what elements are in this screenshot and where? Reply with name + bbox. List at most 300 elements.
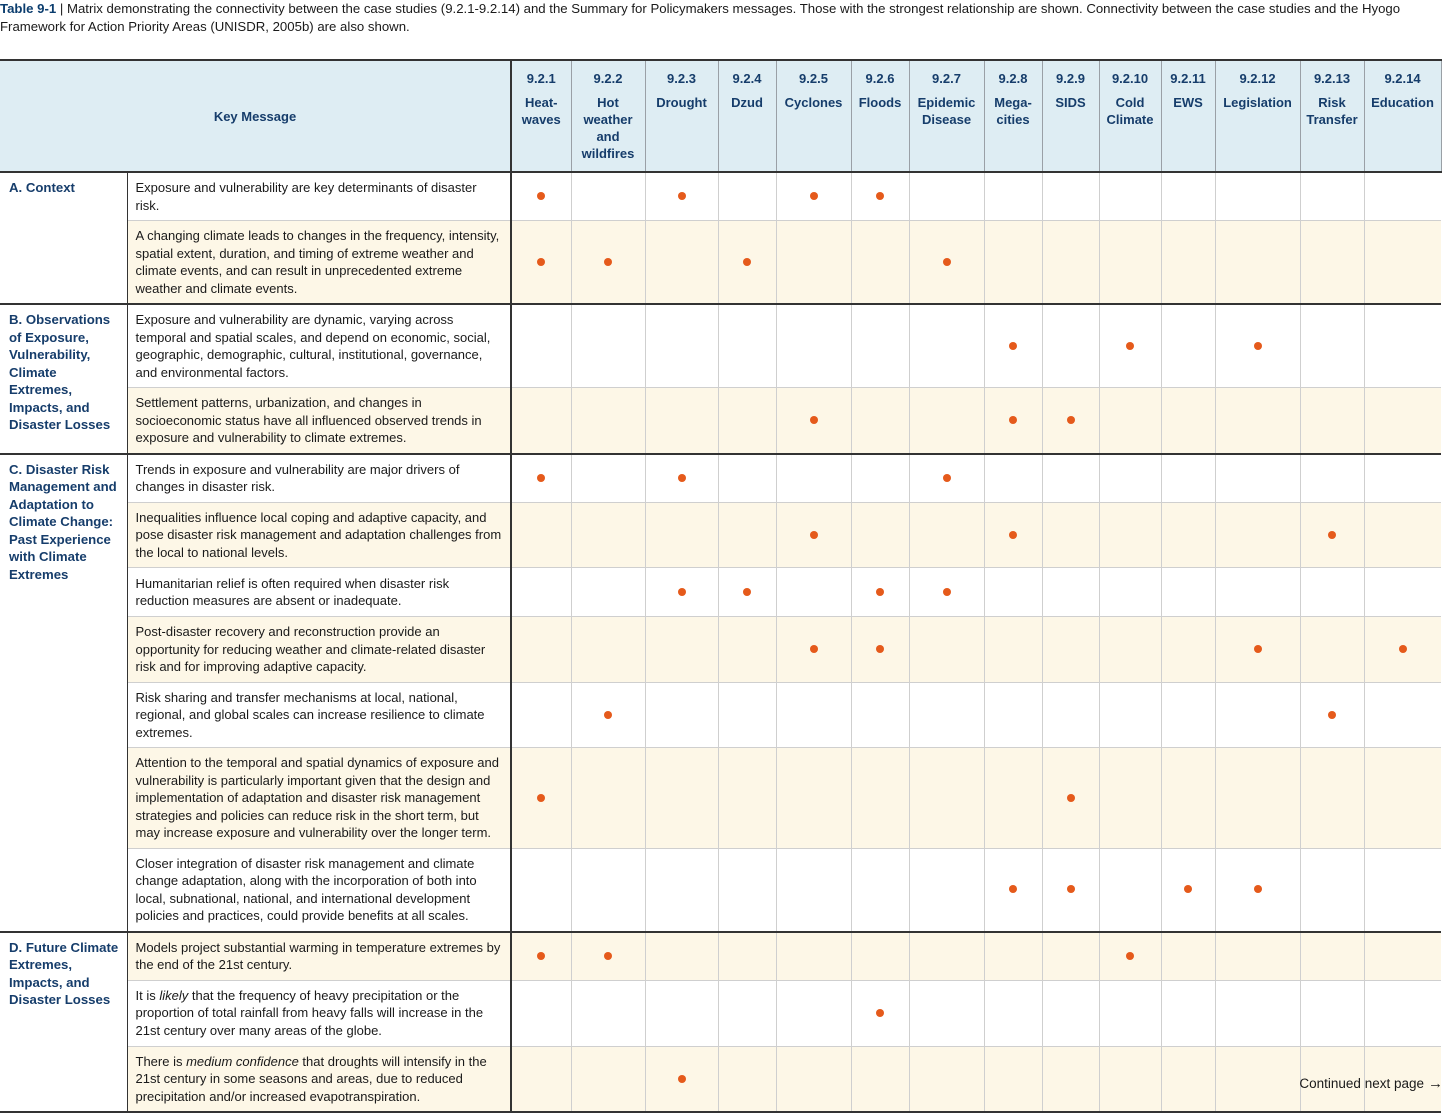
matrix-cell [1099, 454, 1161, 503]
matrix-cell [571, 454, 645, 503]
matrix-cell [776, 617, 851, 683]
arrow-right-icon: → [1428, 1075, 1443, 1092]
case-study-header [718, 60, 776, 172]
connection-dot-icon [1126, 342, 1134, 350]
matrix-cell [909, 568, 984, 617]
matrix-cell [511, 502, 571, 568]
table-row [0, 454, 1441, 503]
matrix-cell [851, 454, 909, 503]
case-study-number: 9.2.10 [1111, 71, 1149, 86]
case-study-header [1300, 60, 1364, 172]
matrix-cell [1161, 304, 1215, 388]
matrix-cell [511, 748, 571, 849]
case-study-header [776, 60, 851, 172]
matrix-cell [1161, 748, 1215, 849]
matrix-cell [1042, 1046, 1099, 1112]
matrix-cell [571, 172, 645, 221]
matrix-cell [1300, 388, 1364, 454]
case-study-name: Dzud [731, 95, 763, 110]
connection-dot-icon [1254, 342, 1262, 350]
matrix-cell [1364, 568, 1441, 617]
matrix-cell [511, 617, 571, 683]
connection-dot-icon [810, 192, 818, 200]
table-row [0, 980, 1441, 1046]
caption-text: Matrix demonstrating the connectivity between the case studies (9.2.1-9.2.14) and the Summary for Policymakers messages. Those with the strongest relationship are shown. Connectivity between the case studies and the Hyogo Framework for Action Priority Areas (UNISDR, 2005b) are also shown. [0, 1, 1401, 34]
matrix-cell [571, 848, 645, 932]
matrix-cell [984, 304, 1042, 388]
matrix-cell [1042, 848, 1099, 932]
case-study-number: 9.2.11 [1170, 71, 1206, 86]
matrix-cell [645, 617, 718, 683]
matrix-cell [984, 568, 1042, 617]
matrix-cell [645, 221, 718, 305]
case-study-number: 9.2.2 [593, 71, 623, 86]
matrix-cell [909, 388, 984, 454]
table-row [0, 388, 1441, 454]
matrix-cell [645, 748, 718, 849]
matrix-cell [851, 617, 909, 683]
matrix-cell [1215, 1046, 1300, 1112]
case-study-header [1215, 60, 1300, 172]
key-message-text: Exposure and vulnerability are key determinants of disaster risk. [127, 172, 511, 221]
section-title: B. Observations of Exposure, Vulnerability, Climate Extremes, Impacts, and Disaster Losses [0, 304, 127, 454]
matrix-cell [718, 304, 776, 388]
matrix-cell [718, 502, 776, 568]
connection-dot-icon [1126, 952, 1134, 960]
matrix-cell [776, 748, 851, 849]
case-study-header [851, 60, 909, 172]
matrix-cell [1099, 172, 1161, 221]
key-message-text: Settlement patterns, urbanization, and changes in socioeconomic status have all influenced observed trends in exposure and vulnerability to climate extremes. [127, 388, 511, 454]
key-message-text: Closer integration of disaster risk management and climate change adaptation, along with the incorporation of both into local, subnational, national, and international development policies and practices, could provide benefits at all scales. [127, 848, 511, 932]
matrix-cell [571, 388, 645, 454]
matrix-cell [851, 682, 909, 748]
matrix-cell [1042, 568, 1099, 617]
table-row [0, 617, 1441, 683]
connection-dot-icon [810, 416, 818, 424]
connection-dot-icon [1328, 711, 1336, 719]
key-message-text: Inequalities influence local coping and adaptive capacity, and pose disaster risk management and adaptation challenges from the local to national levels. [127, 502, 511, 568]
matrix-cell [851, 172, 909, 221]
matrix-cell [1364, 682, 1441, 748]
case-study-header [571, 60, 645, 172]
table-row [0, 932, 1441, 981]
matrix-cell [571, 980, 645, 1046]
connection-dot-icon [678, 474, 686, 482]
matrix-cell [1364, 848, 1441, 932]
connection-dot-icon [537, 258, 545, 266]
connection-dot-icon [1184, 885, 1192, 893]
matrix-cell [1364, 172, 1441, 221]
case-study-name: Heat-waves [521, 95, 561, 127]
matrix-cell [511, 304, 571, 388]
matrix-cell [776, 848, 851, 932]
case-study-number: 9.2.14 [1384, 71, 1421, 86]
matrix-cell [645, 1046, 718, 1112]
matrix-cell [1042, 932, 1099, 981]
matrix-cell [1215, 388, 1300, 454]
matrix-cell [1215, 748, 1300, 849]
key-message-text: Models project substantial warming in temperature extremes by the end of the 21st century. [127, 932, 511, 981]
connection-dot-icon [943, 474, 951, 482]
message-text-part: There is [135, 1053, 187, 1069]
matrix-cell [851, 388, 909, 454]
matrix-cell [718, 221, 776, 305]
header-row [0, 60, 1441, 172]
matrix-cell [571, 748, 645, 849]
matrix-cell [984, 682, 1042, 748]
case-study-name: Drought [656, 95, 707, 110]
matrix-cell [1300, 980, 1364, 1046]
case-study-header [1161, 60, 1215, 172]
matrix-cell [909, 980, 984, 1046]
matrix-cell [776, 388, 851, 454]
matrix-cell [1300, 221, 1364, 305]
matrix-cell [1364, 388, 1441, 454]
case-study-number: 9.2.1 [526, 71, 556, 86]
key-message-text: Risk sharing and transfer mechanisms at local, national, regional, and global scales can increase resilience to climate extremes. [127, 682, 511, 748]
matrix-cell [1215, 172, 1300, 221]
matrix-cell [645, 932, 718, 981]
matrix-cell [718, 454, 776, 503]
matrix-cell [1215, 304, 1300, 388]
matrix-cell [1364, 932, 1441, 981]
matrix-cell [909, 848, 984, 932]
matrix-cell [1161, 388, 1215, 454]
table-row [0, 848, 1441, 932]
matrix-cell [1042, 617, 1099, 683]
matrix-cell [571, 682, 645, 748]
matrix-cell [851, 304, 909, 388]
matrix-cell [718, 388, 776, 454]
matrix-cell [718, 682, 776, 748]
matrix-cell [909, 502, 984, 568]
matrix-cell [1215, 221, 1300, 305]
connection-dot-icon [604, 258, 612, 266]
table-row [0, 748, 1441, 849]
matrix-cell [851, 1046, 909, 1112]
connection-dot-icon [876, 1009, 884, 1017]
message-emphasis: likely [159, 987, 189, 1003]
matrix-cell [909, 1046, 984, 1112]
case-study-name: Risk Transfer [1306, 95, 1358, 127]
matrix-cell [1215, 617, 1300, 683]
section-title: D. Future Climate Extremes, Impacts, and Disaster Losses [0, 932, 127, 1113]
matrix-cell [984, 221, 1042, 305]
case-study-name: Cyclones [784, 95, 843, 110]
connection-dot-icon [537, 952, 545, 960]
matrix-cell [571, 1046, 645, 1112]
key-message-text: Attention to the temporal and spatial dynamics of exposure and vulnerability is particularly important given that the design and implementation of adaptation and disaster risk management strategies and policies can reduce risk in the short term, but may increase exposure and vulnerability over the longer term. [127, 748, 511, 849]
connection-dot-icon [1067, 416, 1075, 424]
case-study-header [1042, 60, 1099, 172]
matrix-cell [1215, 568, 1300, 617]
matrix-cell [776, 454, 851, 503]
case-study-name: Legislation [1223, 95, 1292, 110]
matrix-cell [1161, 682, 1215, 748]
matrix-cell [909, 304, 984, 388]
matrix-cell [909, 617, 984, 683]
case-study-header [1364, 60, 1441, 172]
connection-dot-icon [1009, 416, 1017, 424]
matrix-cell [1300, 172, 1364, 221]
connection-dot-icon [943, 588, 951, 596]
matrix-cell [909, 221, 984, 305]
key-message-text [127, 1046, 511, 1112]
connection-dot-icon [1328, 531, 1336, 539]
matrix-cell [645, 682, 718, 748]
matrix-cell [511, 454, 571, 503]
case-study-name: EWS [1173, 95, 1203, 110]
matrix-cell [718, 568, 776, 617]
matrix-cell [1099, 617, 1161, 683]
matrix-body [0, 172, 1441, 1112]
matrix-cell [984, 502, 1042, 568]
connection-dot-icon [537, 474, 545, 482]
matrix-cell [511, 172, 571, 221]
connection-dot-icon [537, 794, 545, 802]
matrix-cell [1215, 848, 1300, 932]
matrix-cell [1099, 848, 1161, 932]
case-study-number: 9.2.5 [799, 71, 828, 86]
matrix-cell [776, 304, 851, 388]
case-study-number: 9.2.12 [1239, 71, 1276, 86]
connection-dot-icon [1254, 645, 1262, 653]
matrix-cell [1099, 932, 1161, 981]
matrix-cell [645, 980, 718, 1046]
matrix-cell [1161, 454, 1215, 503]
continued-next-page [1299, 1075, 1443, 1092]
matrix-cell [984, 388, 1042, 454]
matrix-cell [1099, 304, 1161, 388]
matrix-cell [645, 172, 718, 221]
table-row [0, 1046, 1441, 1112]
matrix-cell [1215, 502, 1300, 568]
matrix-cell [1161, 1046, 1215, 1112]
matrix-cell [1215, 932, 1300, 981]
matrix-cell [645, 388, 718, 454]
matrix-cell [1215, 682, 1300, 748]
matrix-cell [1300, 617, 1364, 683]
case-study-header [984, 60, 1042, 172]
matrix-cell [851, 748, 909, 849]
message-text-part: that the frequency of heavy precipitation or the proportion of total rainfall from heavy falls will increase in the 21st century over many areas of the globe. [135, 987, 484, 1038]
matrix-cell [1099, 568, 1161, 617]
key-message-text: Humanitarian relief is often required when disaster risk reduction measures are absent or inadequate. [127, 568, 511, 617]
case-study-number: 9.2.13 [1313, 71, 1351, 86]
table-row [0, 502, 1441, 568]
matrix-cell [1364, 748, 1441, 849]
matrix-cell [1042, 748, 1099, 849]
matrix-cell [1364, 454, 1441, 503]
case-study-header [645, 60, 718, 172]
matrix-cell [511, 682, 571, 748]
connection-dot-icon [810, 645, 818, 653]
matrix-cell [776, 980, 851, 1046]
case-study-name: Mega-cities [994, 95, 1032, 127]
matrix-cell [1099, 748, 1161, 849]
connection-dot-icon [1067, 794, 1075, 802]
key-message-text [127, 980, 511, 1046]
matrix-cell [1161, 617, 1215, 683]
table-row [0, 172, 1441, 221]
connection-dot-icon [876, 588, 884, 596]
matrix-cell [1042, 172, 1099, 221]
key-message-text: Trends in exposure and vulnerability are major drivers of changes in disaster risk. [127, 454, 511, 503]
connection-dot-icon [943, 258, 951, 266]
section-title: C. Disaster Risk Management and Adaptation to Climate Change: Past Experience with Climate Extremes [0, 454, 127, 932]
table-row [0, 568, 1441, 617]
matrix-cell [851, 221, 909, 305]
matrix-cell [1161, 848, 1215, 932]
matrix-cell [851, 980, 909, 1046]
matrix-cell [645, 502, 718, 568]
matrix-cell [1364, 304, 1441, 388]
matrix-cell [1300, 682, 1364, 748]
table-label: Table 9-1 [0, 1, 57, 16]
connection-dot-icon [678, 1075, 686, 1083]
connection-dot-icon [1067, 885, 1075, 893]
matrix-cell [1364, 617, 1441, 683]
matrix-cell [511, 980, 571, 1046]
matrix-cell [909, 748, 984, 849]
matrix-cell [1099, 388, 1161, 454]
matrix-cell [1161, 932, 1215, 981]
section-title: A. Context [0, 172, 127, 304]
matrix-cell [511, 221, 571, 305]
matrix-cell [1161, 980, 1215, 1046]
matrix-cell [776, 221, 851, 305]
matrix-cell [984, 932, 1042, 981]
matrix-cell [1161, 502, 1215, 568]
matrix-cell [718, 848, 776, 932]
matrix-cell [776, 1046, 851, 1112]
matrix-cell [1099, 221, 1161, 305]
matrix-cell [718, 1046, 776, 1112]
table-row [0, 304, 1441, 388]
matrix-cell [909, 682, 984, 748]
matrix-cell [1364, 980, 1441, 1046]
table-row [0, 221, 1441, 305]
matrix-cell [1161, 568, 1215, 617]
case-study-name: Cold Climate [1106, 95, 1154, 127]
matrix-cell [1099, 1046, 1161, 1112]
connection-dot-icon [604, 711, 612, 719]
message-text-part: that droughts will intensify in the 21st century in some seasons and areas, due to reduced precipitation and/or increased evapotranspiration. [135, 1053, 487, 1104]
matrix-cell [511, 848, 571, 932]
connection-dot-icon [1254, 885, 1262, 893]
key-message-text: Post-disaster recovery and reconstruction provide an opportunity for reducing weather and climate-related disaster risk and for improving adaptive capacity. [127, 617, 511, 683]
case-study-name: Epidemic Disease [917, 95, 976, 127]
case-study-number: 9.2.6 [865, 71, 895, 86]
matrix-cell [1364, 221, 1441, 305]
caption-separator: | [56, 1, 67, 16]
matrix-cell [1042, 221, 1099, 305]
matrix-cell [1042, 980, 1099, 1046]
matrix-cell [1099, 682, 1161, 748]
matrix-cell [1042, 388, 1099, 454]
message-emphasis: medium confidence [186, 1053, 299, 1069]
matrix-cell [984, 617, 1042, 683]
matrix-cell [1099, 980, 1161, 1046]
matrix-cell [909, 932, 984, 981]
connection-dot-icon [1399, 645, 1407, 653]
case-study-number: 9.2.8 [998, 71, 1028, 86]
matrix-cell [1042, 502, 1099, 568]
case-study-name: Hot weather and wildfires [581, 95, 635, 161]
matrix-cell [1042, 304, 1099, 388]
matrix-cell [776, 502, 851, 568]
matrix-cell [1042, 682, 1099, 748]
key-message-text: A changing climate leads to changes in the frequency, intensity, spatial extent, duration, and timing of extreme weather and climate events, and can result in unprecedented extreme weather and climate events. [127, 221, 511, 305]
matrix-cell [776, 932, 851, 981]
connection-dot-icon [743, 258, 751, 266]
matrix-cell [1161, 221, 1215, 305]
connection-dot-icon [604, 952, 612, 960]
matrix-cell [909, 454, 984, 503]
matrix-cell [571, 304, 645, 388]
connection-dot-icon [876, 645, 884, 653]
matrix-cell [1300, 932, 1364, 981]
case-study-name: SIDS [1055, 95, 1086, 110]
connection-dot-icon [1009, 531, 1017, 539]
table-caption [0, 0, 1430, 36]
connection-dot-icon [1009, 885, 1017, 893]
matrix-cell [851, 568, 909, 617]
matrix-cell [1300, 748, 1364, 849]
matrix-cell [645, 304, 718, 388]
matrix-cell [718, 617, 776, 683]
matrix-cell [1300, 454, 1364, 503]
matrix-cell [511, 932, 571, 981]
matrix-cell [645, 454, 718, 503]
key-message-text: Exposure and vulnerability are dynamic, varying across temporal and spatial scales, and depend on economic, social, geographic, demographic, cultural, institutional, governance, and environmental factors. [127, 304, 511, 388]
matrix-cell [571, 617, 645, 683]
case-study-name: Education [1371, 95, 1434, 110]
matrix-cell [984, 748, 1042, 849]
case-study-number: 9.2.4 [732, 71, 762, 86]
case-study-header [1099, 60, 1161, 172]
matrix-cell [645, 848, 718, 932]
matrix-cell [1215, 454, 1300, 503]
key-message-header: Key Message [0, 60, 511, 172]
matrix-cell [718, 172, 776, 221]
connection-dot-icon [678, 192, 686, 200]
connection-dot-icon [537, 192, 545, 200]
connectivity-matrix [0, 59, 1442, 1113]
matrix-cell [984, 172, 1042, 221]
matrix-cell [571, 502, 645, 568]
matrix-cell [1300, 848, 1364, 932]
matrix-cell [571, 568, 645, 617]
matrix-cell [571, 221, 645, 305]
matrix-cell [511, 568, 571, 617]
connection-dot-icon [876, 192, 884, 200]
case-study-number: 9.2.9 [1056, 71, 1085, 86]
matrix-cell [718, 748, 776, 849]
matrix-cell [984, 980, 1042, 1046]
case-study-name: Floods [858, 95, 902, 110]
matrix-cell [851, 932, 909, 981]
connection-dot-icon [1009, 342, 1017, 350]
case-study-header [511, 60, 571, 172]
connection-dot-icon [810, 531, 818, 539]
matrix-cell [1300, 502, 1364, 568]
matrix-cell [511, 388, 571, 454]
matrix-cell [851, 848, 909, 932]
matrix-cell [1300, 568, 1364, 617]
matrix-cell [1364, 502, 1441, 568]
